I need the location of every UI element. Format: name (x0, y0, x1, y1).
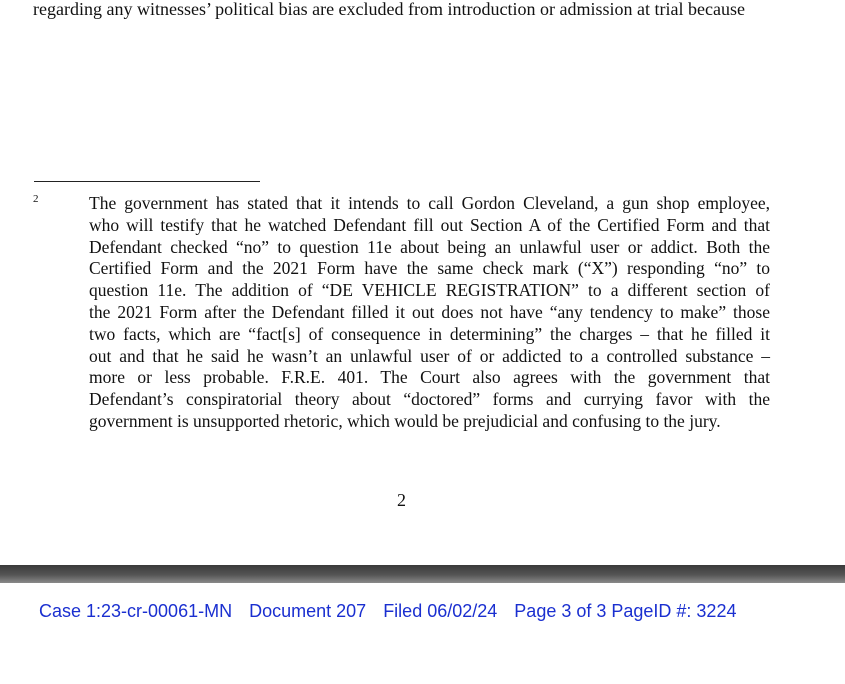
footnote-line: Certified Form and the 2021 Form have the same check mark (“X”) responding “no” to (89, 258, 770, 279)
case-number: Case 1:23-cr-00061-MN (39, 601, 233, 621)
footnote-marker: 2 (33, 193, 39, 205)
footnote-line: the 2021 Form after the Defendant filled it out does not have “any tendency to make” those (89, 301, 770, 322)
footnote-line: Defendant checked “no” to question 11e about being an unlawful user or addict. Both the (89, 236, 770, 257)
footnote-line: more or less probable. F.R.E. 401. The Court also agrees with the government that (89, 367, 770, 388)
footnote-text (89, 193, 770, 433)
footnote-line: Defendant’s conspiratorial theory about “doctored” forms and currying favor with the (89, 389, 770, 410)
footnote-line: out and that he said he wasn’t an unlawful user of or addicted to a controlled substance – (89, 345, 770, 366)
page-separator (0, 565, 845, 583)
page-info: Page 3 of 3 PageID #: 3224 (514, 601, 737, 621)
footnote-line: question 11e. The addition of “DE VEHICLE REGISTRATION” to a different section of (89, 280, 770, 301)
page-number: 2 (397, 490, 406, 510)
document-number: Document 207 (249, 601, 367, 621)
footnote-separator-rule (34, 181, 260, 182)
footnote-line: two facts, which are “fact[s] of consequence in determining” the charges – that he filled it (89, 323, 770, 344)
case-header-stamp (39, 599, 748, 623)
body-text-line: regarding any witnesses’ political bias are excluded from introduction or admission at trial because (33, 0, 745, 19)
footnote-line: government is unsupported rhetoric, which would be prejudicial and confusing to the jury. (89, 410, 721, 431)
filed-date: Filed 06/02/24 (383, 601, 498, 621)
footnote-line: The government has stated that it intends to call Gordon Cleveland, a gun shop employee, (89, 193, 770, 213)
footnote-line: who will testify that he watched Defendant fill out Section A of the Certified Form and that (89, 214, 770, 235)
